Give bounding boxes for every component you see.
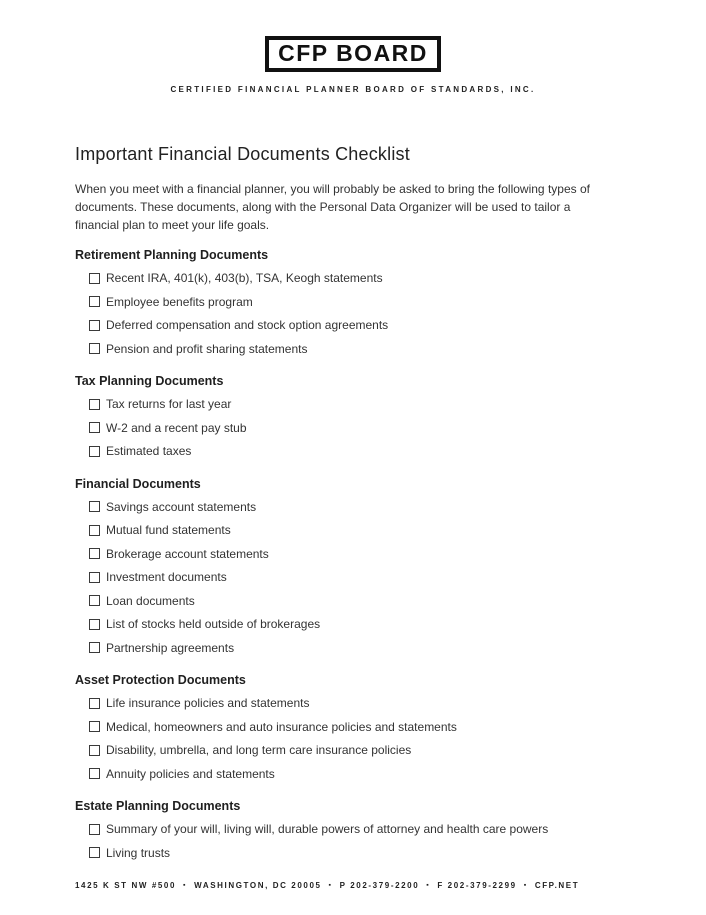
sections [75, 248, 631, 864]
checklist-item-label: Employee benefits program [106, 294, 253, 309]
cfp-board-logo [265, 36, 441, 72]
checklist-item [75, 416, 631, 440]
bullet-separator-icon: ▪ [426, 882, 431, 889]
checklist-item [75, 542, 631, 566]
checklist-item-label: Deferred compensation and stock option agreements [106, 318, 389, 333]
checklist-item-label: Recent IRA, 401(k), 403(b), TSA, Keogh statements [106, 271, 383, 286]
checklist-section [75, 673, 631, 785]
checklist-item-label: Annuity policies and statements [106, 766, 275, 781]
checklist-item [75, 337, 631, 361]
checkbox-icon [89, 548, 100, 559]
checkbox-icon [89, 698, 100, 709]
checklist-item [75, 589, 631, 613]
checklist-item-label: List of stocks held outside of brokerages [106, 617, 321, 632]
bullet-separator-icon: ▪ [328, 882, 333, 889]
checklist-item-label: W-2 and a recent pay stub [106, 420, 247, 435]
checklist-item-label: Estimated taxes [106, 444, 192, 459]
checkbox-icon [89, 824, 100, 835]
footer-segment: WASHINGTON, DC 20005 [194, 881, 322, 890]
checklist-item-label: Pension and profit sharing statements [106, 341, 308, 356]
checklist-item [75, 495, 631, 519]
checklist-item [75, 612, 631, 636]
checkbox-icon [89, 847, 100, 858]
checkbox-icon [89, 296, 100, 307]
checkbox-icon [89, 422, 100, 433]
checklist-item [75, 439, 631, 463]
checkbox-icon [89, 768, 100, 779]
section-heading: Tax Planning Documents [75, 374, 224, 389]
checklist-item-label: Savings account statements [106, 499, 257, 514]
checklist-item [75, 738, 631, 762]
checkbox-icon [89, 595, 100, 606]
checklist-section [75, 374, 631, 463]
footer-segment: F 202-379-2299 [437, 881, 517, 890]
checklist-item [75, 290, 631, 314]
footer-segment: CFP.NET [534, 881, 580, 890]
checkbox-icon [89, 525, 100, 536]
checklist-item-label: Partnership agreements [106, 640, 235, 655]
checklist-item-label: Medical, homeowners and auto insurance policies and statements [106, 719, 457, 734]
checkbox-icon [89, 642, 100, 653]
footer-segment: 1425 K ST NW #500 [75, 881, 177, 890]
checklist-item-label: Loan documents [106, 593, 195, 608]
checklist-item [75, 841, 631, 865]
section-heading: Asset Protection Documents [75, 673, 246, 688]
checkbox-icon [89, 399, 100, 410]
checklist-item [75, 518, 631, 542]
section-heading: Estate Planning Documents [75, 799, 241, 814]
checklist-item [75, 266, 631, 290]
checklist-item [75, 691, 631, 715]
bullet-separator-icon: ▪ [183, 882, 188, 889]
checklist-item-label: Life insurance policies and statements [106, 696, 310, 711]
logo-tagline: CERTIFIED FINANCIAL PLANNER BOARD OF STANDARDS, INC. [170, 85, 536, 95]
checklist-item [75, 762, 631, 786]
checkbox-icon [89, 619, 100, 630]
checklist-section [75, 799, 631, 864]
checkbox-icon [89, 745, 100, 756]
checklist-item [75, 636, 631, 660]
checklist-item-label: Living trusts [106, 845, 171, 860]
section-heading: Financial Documents [75, 476, 201, 491]
footer-segment: P 202-379-2200 [339, 881, 420, 890]
checklist-item [75, 715, 631, 739]
checkbox-icon [89, 343, 100, 354]
checklist-item-label: Summary of your will, living will, durable powers of attorney and health care powers [106, 822, 549, 837]
document-body [0, 144, 706, 864]
checklist-item [75, 817, 631, 841]
checklist-item [75, 313, 631, 337]
checkbox-icon [89, 320, 100, 331]
bullet-separator-icon: ▪ [523, 882, 528, 889]
checkbox-icon [89, 273, 100, 284]
checklist-item-label: Investment documents [106, 570, 227, 585]
footer-line [75, 881, 579, 890]
checklist-section [75, 477, 631, 660]
checklist-item-label: Disability, umbrella, and long term care insurance policies [106, 743, 412, 758]
intro-paragraph: When you meet with a financial planner, you will probably be asked to bring the following types of documents. These documents, along with the Personal Data Organizer will be used to tailor a financial plan to meet your life goals. [75, 182, 590, 233]
checkbox-icon [89, 721, 100, 732]
section-heading: Retirement Planning Documents [75, 248, 269, 263]
checkbox-icon [89, 446, 100, 457]
checklist-item-label: Mutual fund statements [106, 523, 231, 538]
checklist-item-label: Tax returns for last year [106, 397, 232, 412]
document-header [0, 0, 706, 94]
checklist-item [75, 565, 631, 589]
checklist-item-label: Brokerage account statements [106, 546, 269, 561]
checklist-item [75, 392, 631, 416]
checkbox-icon [89, 501, 100, 512]
page-title: Important Financial Documents Checklist [75, 144, 410, 165]
logo-text: CFP BOARD [278, 40, 428, 66]
checklist-section [75, 248, 631, 360]
checkbox-icon [89, 572, 100, 583]
